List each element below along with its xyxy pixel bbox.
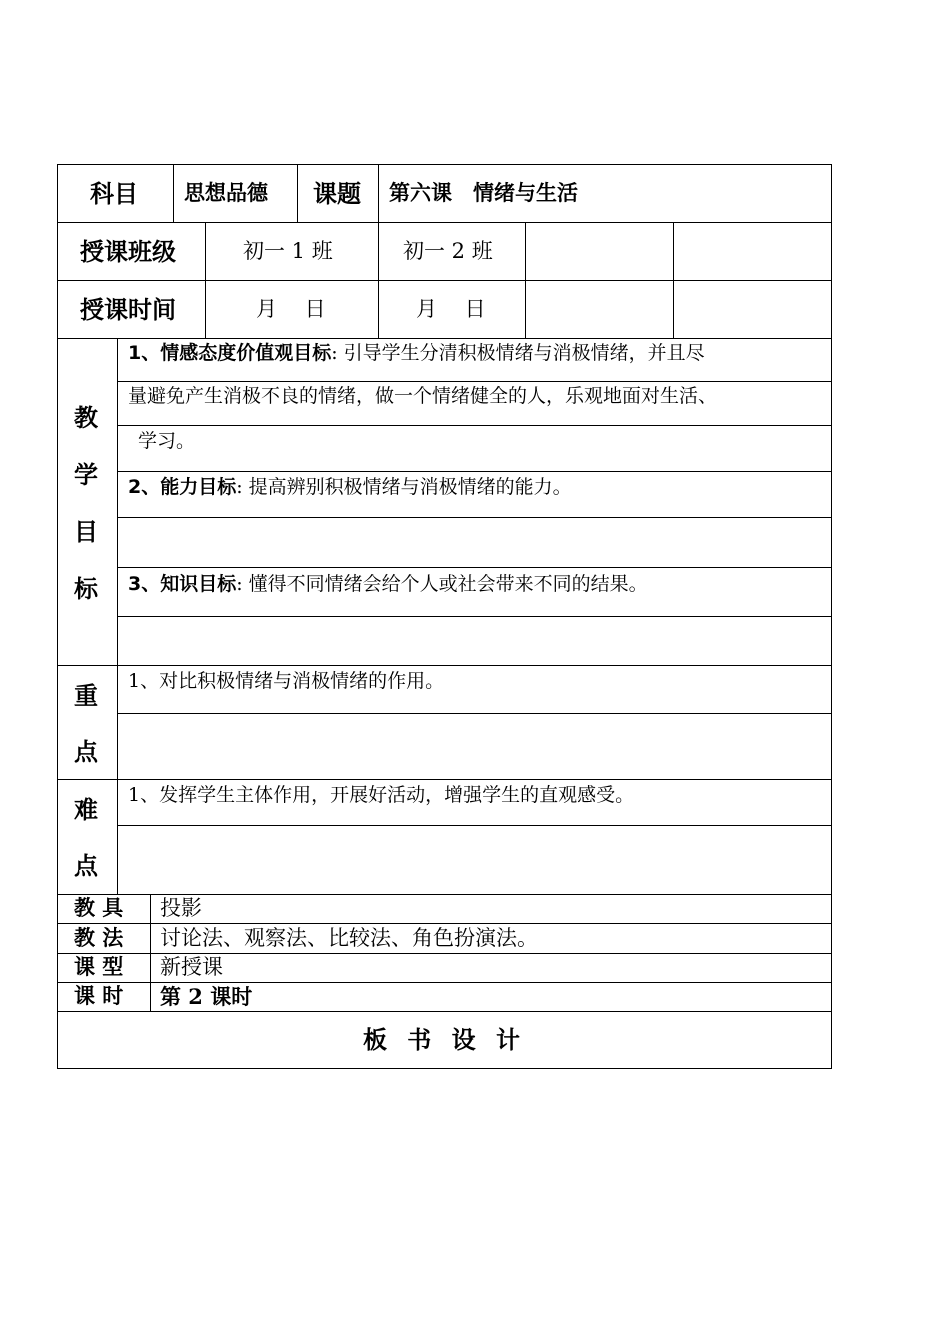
objective-3-label: 3、知识目标 [128, 573, 237, 595]
objective-1-line-3: 学习。 [138, 430, 196, 452]
objective-2-label: 2、能力目标 [128, 476, 237, 498]
row-divider [57, 338, 831, 339]
class-2: 初一 2 班 [403, 239, 493, 263]
objective-1-line-1 [128, 344, 705, 363]
tools-value: 投影 [160, 896, 202, 920]
key-points-side-label: 点 [74, 738, 98, 766]
row-divider [117, 517, 831, 518]
objectives-side-label: 教 [74, 404, 98, 432]
row-divider [117, 425, 831, 426]
col-divider [378, 164, 379, 222]
row-divider [57, 222, 831, 223]
col-divider [378, 222, 379, 338]
class-1: 初一 1 班 [243, 239, 333, 263]
objectives-side-label: 学 [74, 461, 98, 489]
topic-label: 课题 [313, 180, 361, 208]
col-divider [525, 222, 526, 338]
objective-1-label: 1、情感态度价值观目标 [128, 342, 332, 364]
row-divider [117, 825, 831, 826]
row-divider [117, 616, 831, 617]
row-divider [57, 665, 831, 666]
subject-label: 科目 [90, 180, 138, 208]
row-divider [57, 894, 831, 895]
difficulties-side-label: 点 [74, 852, 98, 880]
objective-3 [128, 575, 648, 594]
row-divider [57, 1011, 831, 1012]
key-point-1: 1、对比积极情绪与消极情绪的作用。 [128, 670, 445, 692]
table-border-left [57, 164, 58, 1069]
objectives-side-label: 标 [74, 575, 98, 603]
tools-label: 教 具 [74, 896, 124, 920]
objectives-side-label: 目 [74, 518, 98, 546]
date-2: 月 日 [416, 297, 486, 321]
key-points-side-label: 重 [74, 682, 98, 710]
date-1: 月 日 [256, 297, 326, 321]
col-divider [173, 164, 174, 222]
row-divider [117, 381, 831, 382]
type-value: 新授课 [160, 955, 223, 979]
table-border-bottom [57, 1068, 832, 1069]
classes-label: 授课班级 [80, 238, 176, 266]
objective-2 [128, 478, 572, 497]
row-divider [117, 713, 831, 714]
col-divider [297, 164, 298, 222]
subject-value: 思想品德 [184, 180, 268, 205]
hours-value: 第 2 课时 [160, 984, 253, 1009]
objective-3-text: : 懂得不同情绪会给个人或社会带来不同的结果。 [236, 573, 648, 595]
objective-2-text: : 提高辨别积极情绪与消极情绪的能力。 [236, 476, 572, 498]
difficulty-1: 1、发挥学生主体作用，开展好活动，增强学生的直观感受。 [128, 784, 635, 806]
hours-label: 课 时 [74, 984, 124, 1008]
col-divider [150, 894, 151, 1011]
row-divider [57, 923, 831, 924]
board-design-title: 板 书 设 计 [362, 1025, 527, 1054]
methods-value: 讨论法、观察法、比较法、角色扮演法。 [160, 926, 538, 950]
col-divider [205, 222, 206, 338]
table-border-right [831, 164, 832, 1069]
objective-1-line-2: 量避免产生消极不良的情绪，做一个情绪健全的人，乐观地面对生活、 [128, 385, 718, 407]
row-divider [57, 953, 831, 954]
row-divider [57, 280, 831, 281]
difficulties-side-label: 难 [74, 796, 98, 824]
methods-label: 教 法 [74, 926, 124, 950]
row-divider [117, 471, 831, 472]
row-divider [57, 982, 831, 983]
col-divider [117, 338, 118, 894]
col-divider [673, 222, 674, 338]
objective-1-text: : 引导学生分清积极情绪与消极情绪，并且尽 [331, 342, 705, 364]
row-divider [57, 779, 831, 780]
topic-value: 第六课 情绪与生活 [389, 180, 578, 205]
time-label: 授课时间 [80, 296, 176, 324]
row-divider [117, 567, 831, 568]
type-label: 课 型 [74, 955, 124, 979]
